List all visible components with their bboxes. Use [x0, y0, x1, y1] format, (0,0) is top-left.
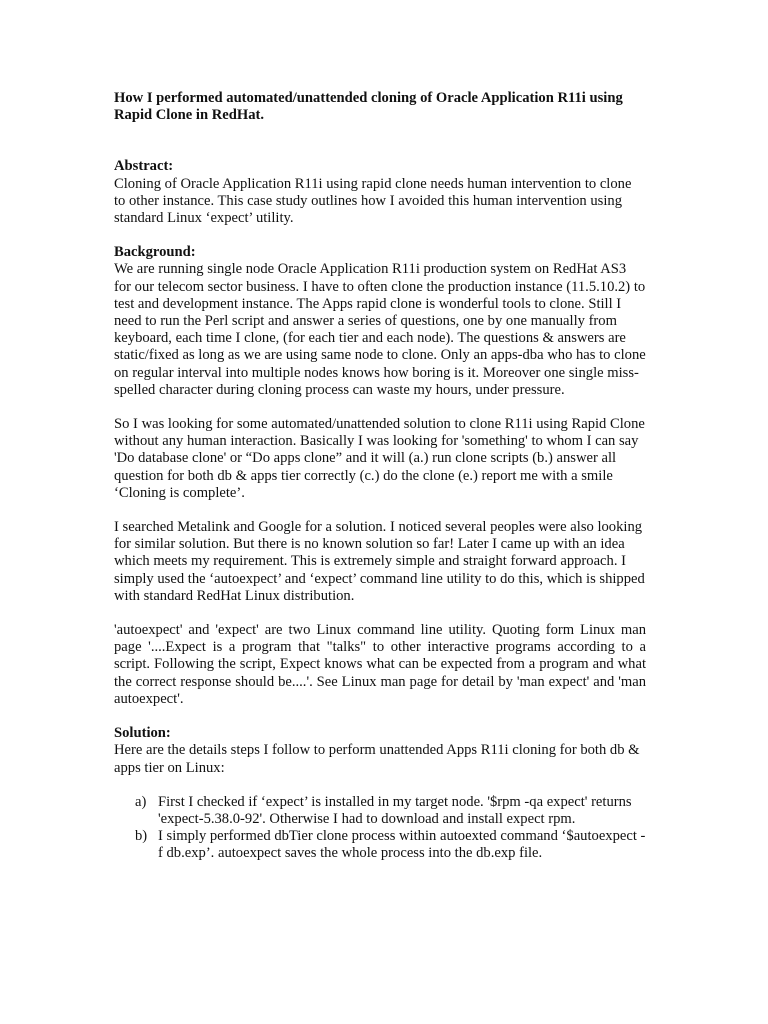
background-heading: Background: [114, 244, 196, 261]
background-paragraph-3: I searched Metalink and Google for a solution. I noticed several peoples were also looking for similar solution. But there is no known solution so far! Later I came up with an idea which meets my requirement. This is extremely simple and straight forward approach. I simply used the ‘autoexpect’ and ‘expect’ command line utility to do this, which is shipped with standard RedHat Linux distribution. [114, 519, 645, 604]
solution-heading: Solution: [114, 725, 171, 742]
list-marker: a) [135, 793, 147, 810]
abstract-paragraph: Cloning of Oracle Application R11i using rapid clone needs human intervention to clone to other instance. This case study outlines how I avoided this human intervention using standard Linux ‘expect’ utility. [114, 175, 632, 227]
document-title: How I performed automated/unattended cloning of Oracle Application R11i using Rapid Clone in RedHat. [114, 90, 623, 124]
background-paragraph-2: So I was looking for some automated/unattended solution to clone R11i using Rapid Clone without any human interaction. Basically I was looking for 'something' to whom I can say 'Do database clone' or “Do apps clone” and it will (a.) run clone scripts (b.) answer all question for both db & apps tier correctly (c.) do the clone (e.) report me with a smile ‘Cloning is complete’. [114, 416, 645, 501]
list-item-step-a [135, 793, 646, 828]
list-item-step-b [135, 828, 646, 862]
list-item-text: First I checked if ‘expect’ is installed in my target node. '$rpm -qa expect' returns 'expect-5.38.0-92'. Otherwise I had to download and install expect rpm. [158, 793, 632, 827]
abstract-heading: Abstract: [114, 158, 174, 175]
background-paragraph-1: We are running single node Oracle Application R11i production system on RedHat AS3 for our telecom sector business. I have to often clone the production instance (11.5.10.2) to test and development instance. The Apps rapid clone is wonderful tools to clone. Still I need to run the Perl script and answer a series of questions, one by one manually from keyboard, each time I clone, (for each tier and each node). The questions & answers are static/fixed as long as we are using same node to clone. Only an apps-dba who has to clone on regular interval into multiple nodes knows how boring is it. Moreover one single miss-spelled character during cloning process can waste my hours, under pressure. [114, 261, 646, 398]
background-paragraph-4: 'autoexpect' and 'expect' are two Linux command line utility. Quoting form Linux man page '....Expect is a program that "talks" to other interactive programs according to a script. Following the script, Expect knows what can be expected from a program and what the correct response should be....'. See Linux man page for detail by 'man expect' and 'man autoexpect'. [114, 622, 646, 707]
solution-steps-list [114, 794, 646, 863]
solution-intro: Here are the details steps I follow to perform unattended Apps R11i cloning for both db & apps tier on Linux: [114, 742, 640, 776]
document-page [114, 90, 646, 863]
list-item-text: I simply performed dbTier clone process within autoexted command ‘$autoexpect -f db.exp’. autoexpect saves the whole process into the db.exp file. [158, 828, 646, 862]
list-marker: b) [135, 828, 148, 845]
